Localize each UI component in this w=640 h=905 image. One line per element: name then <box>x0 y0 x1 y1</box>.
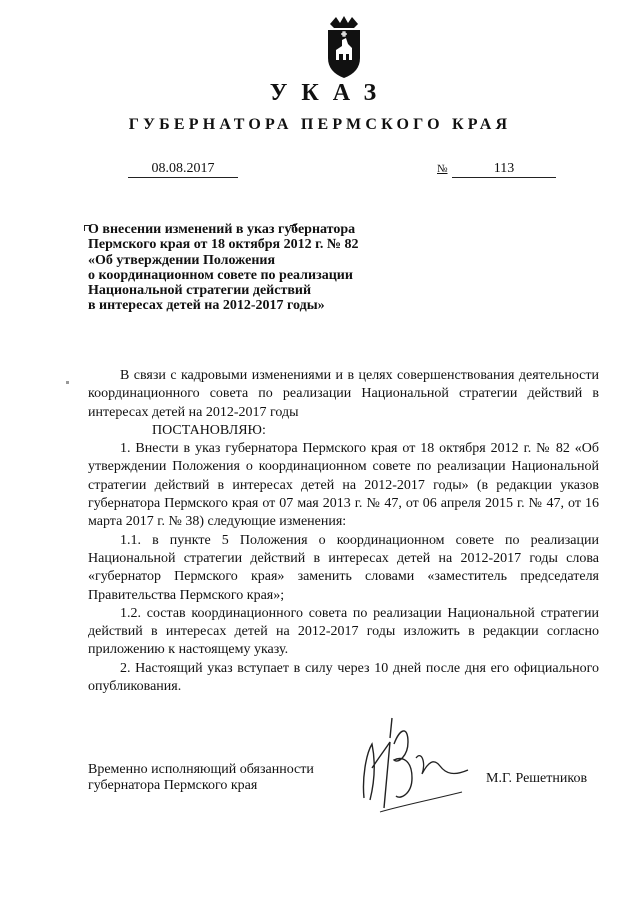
document-subtitle: ГУБЕРНАТОРА ПЕРМСКОГО КРАЯ <box>128 116 512 133</box>
position-line: Временно исполняющий обязанности <box>88 762 314 777</box>
perm-krai-emblem-icon <box>322 14 366 80</box>
body-item-1: 1. Внести в указ губернатора Пермского края от 18 октября 2012 г. № 82 «Об утверждении Положения о координационном совете по реализации Национальной стратегии действий в интересах детей на 2012-2017 годы» (в редакции указов губернатора Пермского края от 07 мая 2013 г. № 47, от 06 апреля 2015 г. № 47, от 16 марта 2017 г. № 38) следующие изменения: <box>88 441 599 530</box>
decree-date: 08.08.2017 <box>128 160 238 178</box>
body-item-1-2: 1.2. состав координационного совета по реализации Национальной стратегии действий в интересах детей на 2012-2017 годы изложить в редакции согласно приложению к настоящему указу. <box>88 605 599 658</box>
position-line: губернатора Пермского края <box>88 778 258 793</box>
subject-line: О внесении изменений в указ губернатора <box>88 222 356 237</box>
subject-line: в интересах детей на 2012-2017 годы» <box>88 298 325 314</box>
subject-line: «Об утверждении Положения <box>88 252 276 268</box>
decree-number-label: № <box>437 163 448 175</box>
signatory-position <box>88 762 358 794</box>
document-title: УКАЗ <box>269 80 391 106</box>
handwritten-signature-icon <box>350 708 480 820</box>
subject-line: Национальной стратегии действий <box>88 283 312 299</box>
decree-number: 113 <box>452 160 556 178</box>
body-item-2: 2. Настоящий указ вступает в силу через 10 дней после дня его официального опубликования. <box>88 660 599 695</box>
decree-word: ПОСТАНОВЛЯЮ: <box>152 422 266 438</box>
signatory-name: М.Г. Решетников <box>486 771 588 786</box>
body-decree-word <box>88 422 599 440</box>
decree-subject <box>88 222 398 314</box>
subject-line: о координационном совете по реализации <box>88 267 353 283</box>
margin-mark <box>66 381 69 384</box>
subject-line: Пермского края от 18 октября 2012 г. № 82 <box>88 237 359 253</box>
decree-body <box>88 367 599 696</box>
body-item-1-1: 1.1. в пункте 5 Положения о координационном совете по реализации Национальной стратегии действий в интересах детей на 2012-2017 годы слова «губернатор Пермского края» заменить словами «заместитель председателя Правительства Пермского края»; <box>88 532 599 603</box>
body-intro: В связи с кадровыми изменениями и в целях совершенствования деятельности координационного совета по реализации Национальной стратегии действий в интересах детей на 2012-2017 годы <box>88 368 599 420</box>
